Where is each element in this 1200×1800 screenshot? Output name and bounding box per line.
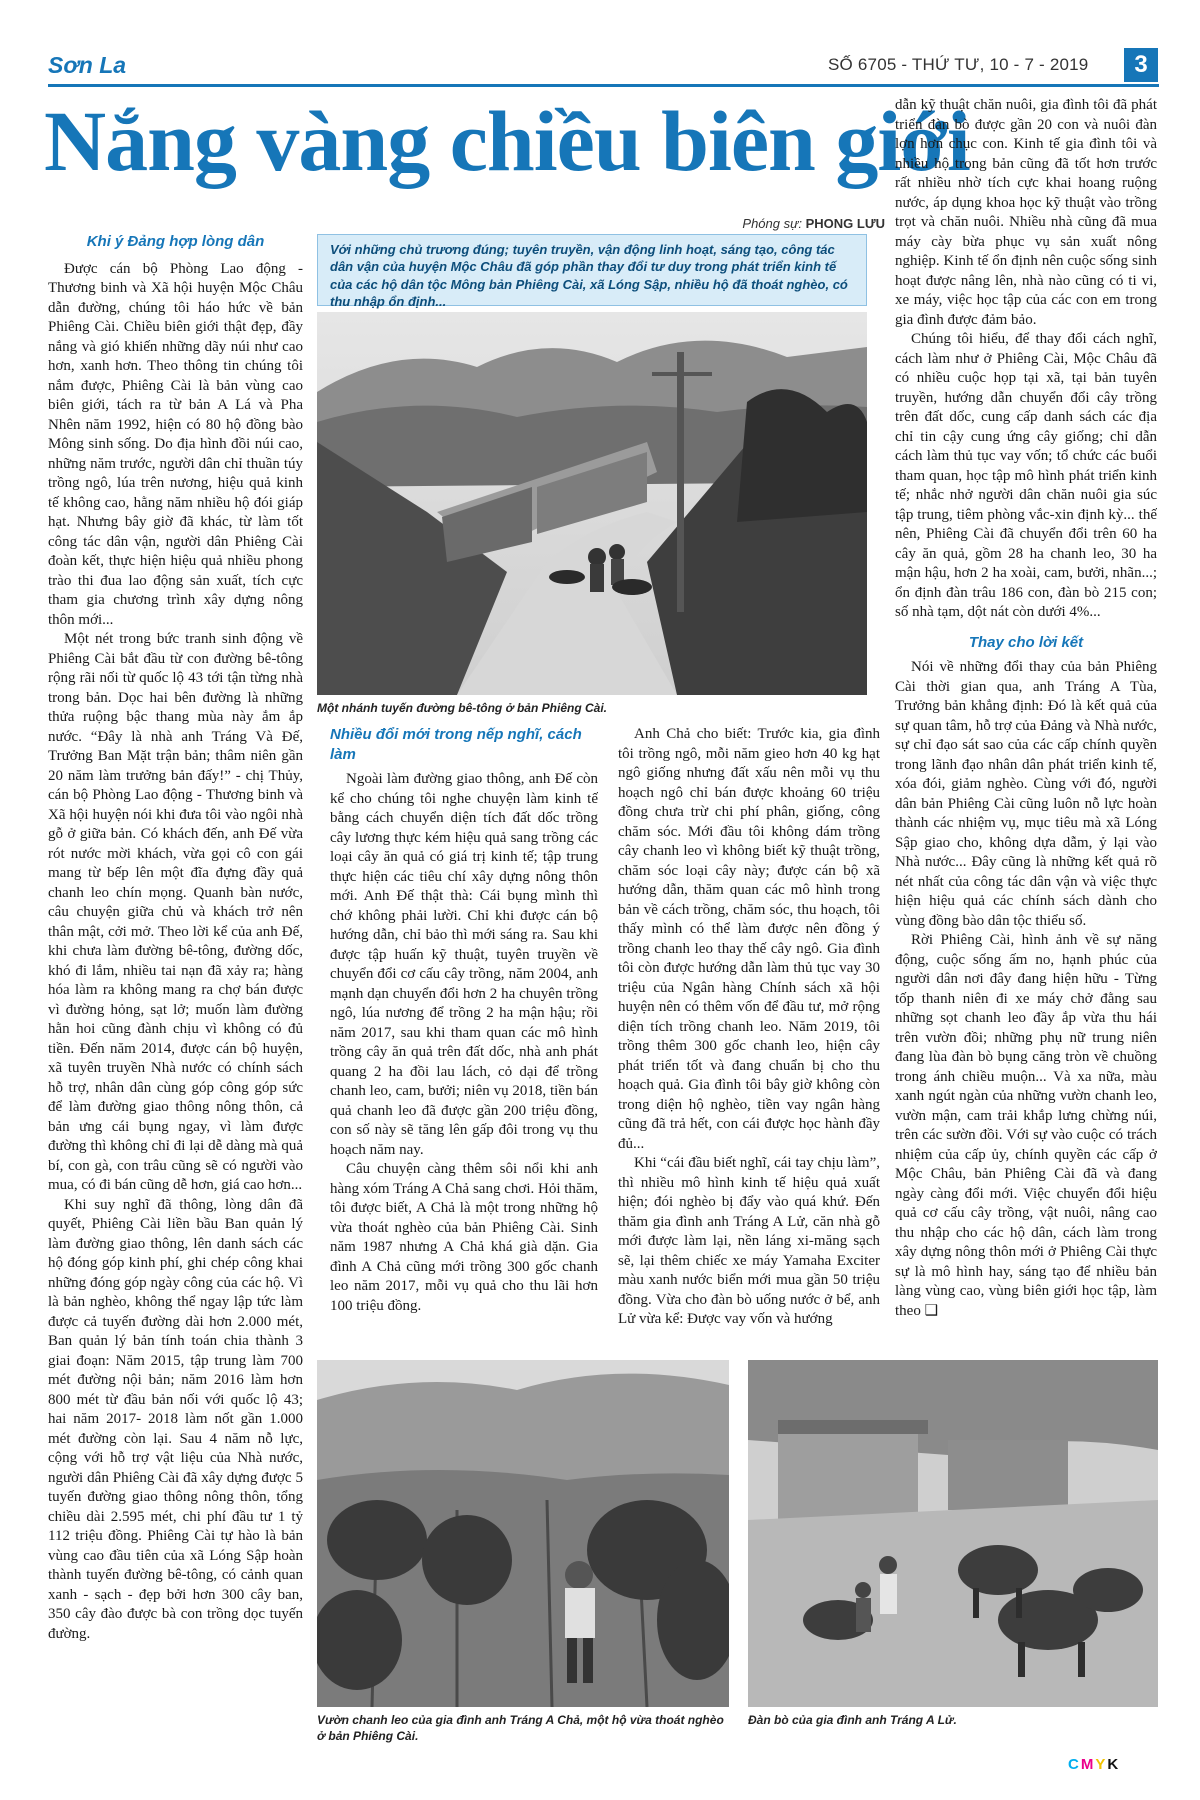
middle-left-paragraph: Ngoài làm đường giao thông, anh Đế còn kể cho chúng tôi nghe chuyện làm kinh tế bằng cách chuyển diện tích đất dốc trồng cây lương thực kém hiệu quả sang trồng các loại cây ăn quả có giá trị kinh tế; tập trung thực hiện các tiêu chí xây dựng nông thôn mới. Anh Đế thật thà: Cái bụng mình thì chớ không phải lười. Chỉ khi được cán bộ hướng dẫn, chỉ bảo thì mới sáng ra. Sau khi được tập huấn kỹ thuật, tuyên truyền về chuyển đổi cơ cấu cây trồng, năm 2004, anh mạnh dạn chuyển đổi hơn 2 ha chuyên trồng ngô, lúa nương để trồng 2 ha mận hậu; rồi năm 2017, sau khi tham quan các mô hình trồng cây ăn quả trên đất dốc, nhà anh phát quang 2 ha đồi lau lách, cỏ dại để trồng chanh leo, cam, bưởi; niên vụ 2018, tiền bán quả chanh leo đã được gần 200 triệu đồng, con số này sẽ tăng lên gấp đôi trong vụ thu hoạch năm nay. <box>330 771 598 1158</box>
column-4 <box>895 96 1157 1351</box>
cmyk-m: M <box>1080 1756 1096 1773</box>
photo-passion-fruit-garden <box>317 1360 729 1707</box>
header-rule <box>48 84 1159 87</box>
byline-prefix: Phóng sự: <box>742 216 802 231</box>
middle-right-column <box>618 725 880 1350</box>
column-4-paragraph: dẫn kỹ thuật chăn nuôi, gia đình tôi đã phát triển đàn bò được gần 20 con và nuôi đàn lợn hơn chục con. Kinh tế gia đình tôi và nhiều hộ trong bản cũng đã tốt hơn trước rất nhiều nhờ tích cực khai hoang ruộng nước, áp dụng khoa học kỹ thuật vào trồng trọt và chăn nuôi. Nhiều nhà cũng đã mua máy cày bừa phục vụ sản xuất nông nghiệp. Kinh tế ổn định nên cuộc sống sinh hoạt được nâng lên, nhà nào cũng có ti vi, xe máy, việc học tập của các con em trong gia đình được đảm bảo. <box>895 97 1157 328</box>
column-1-paragraph: Được cán bộ Phòng Lao động - Thương binh và Xã hội huyện Mộc Châu dẫn đường, chúng tôi háo hức về bản Phiêng Cài. Chiều biên giới thật đẹp, đầy nắng và gió khiến những dãy núi như cao hơn, xanh hơn. Theo thông tin chúng tôi nắm được, Phiêng Cài là bản vùng cao biên giới, tách ra từ bản A Lá và Pha Nhên năm 1992, hiện có 80 hộ đồng bào Mông sinh sống. Do địa hình đồi núi cao, những năm trước, người dân chỉ thuần túy trồng ngô, lúa trên nương, hiệu quả kinh tế không cao, hằng năm nhiều hộ đói giáp hạt. Nhưng bây giờ đã khác, từ làm tốt công tác dân vận, người dân Phiêng Cài đoàn kết, thực hiện hiệu quả nhiều phong trào thi đua lao động sản xuất, tích cực tham gia chương trình xây dựng nông thôn mới... <box>48 260 303 628</box>
photo-village-road <box>317 312 867 695</box>
column-1-paragraph: Một nét trong bức tranh sinh động về Phiêng Cài bắt đầu từ con đường bê-tông rộng rãi nối từ quốc lộ 43 tới tận từng nhà trong bản. Dọc hai bên đường là những thửa ruộng bậc thang mùa này ắm ắp nước. “Đây là nhà anh Tráng Và Đế, Trưởng Ban Mặt trận bản; thâm niên gần 20 năm làm trưởng bản đấy!” - chị Thủy, cán bộ Phòng Lao động - Thương binh và Xã hội huyện nói khi đưa tôi vào ngôi nhà gỗ ở giữa bản. Có khách đến, anh Đế vừa rót nước mời khách, vừa gọi cô con gái mang từ bếp lên một đĩa đựng đầy quả chanh leo chín mọng. Quanh bàn nước, câu chuyện giữa chủ và khách trở nên thân mật, cởi mở. Theo lời kể của anh Đế, khi chưa làm đường bê-tông, đường dốc, khó đi lắm, nhiều tai nạn đã xảy ra; hàng hóa làm ra không mang ra chợ bán được vì đường hỏng, sạt lở; muốn làm đường hằn hoi cũng đành chịu vì không có đủ tiền. Đến năm 2014, được cán bộ huyện, xã tuyên truyền Nhà nước có chính sách hỗ trợ, nhân dân cùng góp công góp sức để làm đường giao thông nông thôn, cả bản ưng cái bụng ngay, vì làm được đường thì không chỉ đi lại dễ dàng mà quả bí, con gà, con trâu cũng sẽ có người vào mua, có đi bán cũng dễ hơn, giá cao hơn... <box>48 631 303 1193</box>
column-1-subheading: Khi ý Đảng hợp lòng dân <box>86 233 265 250</box>
column-4-closing-paragraph: Rời Phiêng Cài, hình ảnh về sự năng động, cuộc sống ấm no, hạnh phúc của người dân nơi đây đang hiện hữu - Từng tốp thanh niên đi xe máy chở đằng sau những sọt chanh leo đầy ắp vừa thu hái trên vườn đồi; những phụ nữ trung niên đang lùa đàn bò bụng căng tròn về chuồng trong ánh chiều muộn... Và xa nữa, màu xanh ngút ngàn của những vườn chanh leo, vườn mận, cam trải khắp lưng chừng núi, trên các sườn đồi. Với sự vào cuộc có trách nhiệm của cấp ủy, chính quyền các cấp ở Mộc Châu, bản Phiêng Cài đã và đang ngày càng đổi mới. Việc chuyển đổi hiệu quả cơ cấu cây trồng, vật nuôi, nâng cao thu nhập cho các hộ dân, cách làm trong xây dựng nông thôn mới ở Phiêng Cài thực sự là mô hình hay, sáng tạo để nhiều bản làng vùng cao, vùng biên giới học tập, làm theo ❑ <box>895 932 1157 1319</box>
column-1 <box>48 232 303 1722</box>
column-4-closing-paragraph: Nói về những đổi thay của bản Phiêng Cài thời gian qua, anh Tráng A Tùa, Trưởng bản khẳng định: Đó là kết quả của sự quan tâm, hỗ trợ của Đảng và Nhà nước, sự chỉ đạo sát sao của các cấp chính quyền trong lãnh đạo nhân dân phát triển kinh tế, xóa đói, giảm nghèo. Cùng với đó, người dân bản Phiêng Cài cũng luôn nỗ lực hoàn thành các nhiệm vụ, mục tiêu mà xã Lóng Sập giao cho, không dựa dẫm, ỷ lại vào Nhà nước... Đây cũng là những kết quả rõ nét nhất của công tác dân vận và việc thực hiện hiệu quả các chính sách dành cho vùng đồng bào dân tộc thiểu số. <box>895 659 1157 929</box>
headline: Nắng vàng chiều biên giới <box>44 93 970 189</box>
cmyk-c: C <box>1068 1756 1081 1773</box>
column-4-paragraph: Chúng tôi hiểu, để thay đổi cách nghĩ, cách làm như ở Phiêng Cài, Mộc Châu đã có nhiều cuộc họp tại xã, tại bản tuyên truyền, hướng dẫn chuyển đổi cây trồng trên đất dốc, cung cấp danh sách các địa chỉ tin cậy cung ứng cây giống; chỉ dẫn cách làm thủ tục vay vốn; tổ chức các buổi tham quan, học tập mô hình phát triển kinh tế; nhắc nhở người dân chăn nuôi gia súc tập trung, tiêm phòng vắc-xin định kỳ... thế nên, Phiêng Cài đã chuyển đổi trên 60 ha cây ăn quả, gồm 28 ha chanh leo, 30 ha mận hậu, hơn 2 ha xoài, cam, bưởi, nhãn...; ổn định đàn trâu 186 con, đàn bò 215 con; số nhà tạm, dột nát còn dưới 4%... <box>895 331 1157 620</box>
cmyk-marks <box>1068 1756 1120 1773</box>
middle-right-paragraph: Anh Chả cho biết: Trước kia, gia đình tôi trồng ngô, mỗi năm gieo hơn 40 kg hạt ngô giống nhưng đất xấu nên mỗi vụ thu hoạch ngô chỉ bán được khoảng 60 triệu đồng chưa trừ chi phí phân, giống, công chăm sóc. Mới đầu tôi không dám trồng cây chanh leo vì không biết kỹ thuật trồng, chăm sóc loại cây này; được cán bộ xã hướng dẫn, thăm quan các mô hình trong bản về cách trồng, chăm sóc, thu hoạch, tôi thấy mình có thể làm được nên đồng ý trồng chanh leo thay thế cây ngô. Gia đình tôi còn được hướng dẫn làm thủ tục vay 30 triệu của Ngân hàng Chính sách xã hội huyện nên có thêm vốn để đầu tư, mở rộng diện tích trồng chanh leo. Năm 2019, tôi trồng thêm 300 gốc chanh leo, hiện cây phát triển tốt và đang chuẩn bị cho thu hoạch quả. Gia đình tôi bây giờ không còn trong diện hộ nghèo, tiền vay ngân hàng cũng đã trả hết, con cái được học hành đầy đủ... <box>618 726 880 1152</box>
cmyk-y: Y <box>1095 1756 1108 1773</box>
middle-subheading: Nhiều đổi mới trong nếp nghĩ, cách làm <box>330 726 582 763</box>
photo-cattle-herd <box>748 1360 1158 1707</box>
middle-left-paragraph: Câu chuyện càng thêm sôi nổi khi anh hàng xóm Tráng A Chả sang chơi. Hỏi thăm, tôi được biết, A Chả là một trong những hộ vừa thoát nghèo của bản Phiêng Cài. Sinh năm 1987 nhưng A Chả khá già dặn. Gia đình A Chả cũng mới trồng 300 gốc chanh leo năm 2017, mỗi vụ quả cho thu lãi hơn 100 triệu đồng. <box>330 1161 598 1314</box>
photo-bottom-left-caption: Vườn chanh leo của gia đình anh Tráng A Chả, một hộ vừa thoát nghèo ở bản Phiêng Cài. <box>317 1713 724 1744</box>
middle-left-column <box>330 725 598 1350</box>
byline-author: PHONG LƯU <box>805 216 885 231</box>
photo-top-caption: Một nhánh tuyến đường bê-tông ở bản Phiêng Cài. <box>317 701 607 715</box>
byline <box>645 216 885 231</box>
photo-bottom-right-caption: Đàn bò của gia đình anh Tráng A Lử. <box>748 1713 957 1727</box>
column-4-subheading: Thay cho lời kết <box>968 633 1084 651</box>
cmyk-k: K <box>1107 1756 1121 1773</box>
issue-line: SỐ 6705 - THỨ TƯ, 10 - 7 - 2019 <box>828 55 1089 74</box>
intro-box: Với những chủ trương đúng; tuyên truyền, vận động linh hoạt, sáng tạo, công tác dân vận của huyện Mộc Châu đã góp phần thay đổi tư duy trong phát triển kinh tế của các hộ dân tộc Mông bản Phiêng Cài, xã Lóng Sập, nhiều hộ đã thoát nghèo, có thu nhập ổn định... <box>317 234 867 306</box>
page-number: 3 <box>1124 48 1158 82</box>
middle-right-paragraph: Khi “cái đầu biết nghĩ, cái tay chịu làm”, thì nhiều mô hình kinh tế hiệu quả xuất hiện; đói nghèo bị đẩy vào quá khứ. Đến thăm gia đình anh Tráng A Lử, căn nhà gỗ mới được làm lại, nền láng xi-măng sạch sẽ, lại thêm chiếc xe máy Yamaha Exciter màu xanh nước biển mới mua gần 50 triệu đồng. Vừa cho đàn bò uống nước ở bể, anh Lử vừa kể: Được vay vốn và hướng <box>618 1155 880 1327</box>
column-1-paragraph: Khi suy nghĩ đã thông, lòng dân đã quyết, Phiêng Cài liền bầu Ban quản lý làm đường giao thông, lên danh sách các hộ đóng góp kinh phí, ghi chép công khai những đóng góp ngày công của các hộ. Vì là bản nghèo, không thể ngay lập tức làm được cả tuyến đường dài hơn 2.000 mét, Ban quản lý bản tính toán chia thành 3 giai đoạn: Năm 2015, tập trung làm 700 mét đường nội bản; năm 2016 làm hơn 800 mét từ đầu bản nối với quốc lộ 43; hai năm 2017- 2018 làm nốt gần 1.000 mét đường còn lại. Sau 4 năm nỗ lực, cộng với hỗ trợ vật liệu của Nhà nước, người dân Phiêng Cài đã xây dựng được 5 tuyến đường giao thông nông thôn, tổng chiều dài 2.595 mét, chi phí đầu tư 1 tỷ 112 triệu đồng. Phiêng Cài tự hào là bản vùng cao đầu tiên của xã Lóng Sập hoàn thành tuyến đường bê-tông, có cảnh quan xanh - sạch - đẹp bởi hơn 300 cây ban, 350 cây đào được bà con trồng dọc tuyến đường. <box>48 1196 303 1642</box>
section-tag: Sơn La <box>48 52 127 78</box>
